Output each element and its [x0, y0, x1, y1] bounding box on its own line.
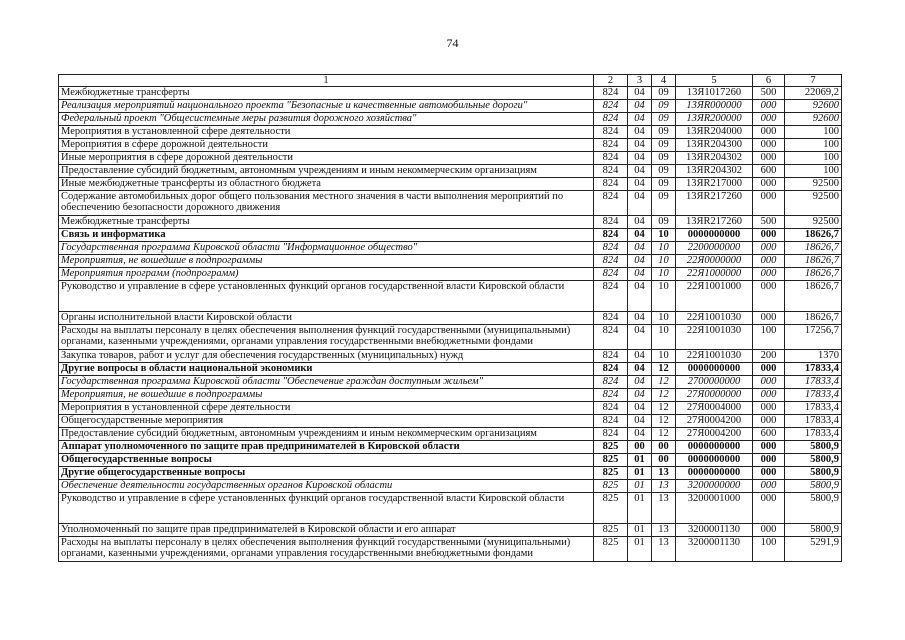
row-section-cell: 04 [628, 428, 652, 441]
table-row [59, 87, 842, 100]
row-expense-type-cell: 600 [753, 165, 785, 178]
row-section-cell: 04 [628, 255, 652, 268]
column-header-3: 3 [628, 75, 652, 87]
row-amount-cell: 18626,7 [785, 268, 842, 281]
row-section-cell: 01 [628, 524, 652, 537]
row-section-cell: 04 [628, 113, 652, 126]
row-grbs-cell: 824 [594, 402, 628, 415]
row-grbs-cell: 824 [594, 376, 628, 389]
row-subsection-cell: 09 [652, 152, 676, 165]
row-amount-cell: 18626,7 [785, 242, 842, 255]
row-expense-type-cell: 000 [753, 441, 785, 454]
row-grbs-cell: 824 [594, 389, 628, 402]
table-row [59, 415, 842, 428]
row-amount-cell: 17833,4 [785, 402, 842, 415]
row-amount-cell: 18626,7 [785, 281, 842, 312]
row-section-cell: 01 [628, 467, 652, 480]
row-amount-cell: 17256,7 [785, 325, 842, 350]
table-row [59, 493, 842, 524]
row-subsection-cell: 13 [652, 524, 676, 537]
table-header-row [59, 75, 842, 87]
row-target-cell: 27Я0004000 [676, 402, 753, 415]
row-subsection-cell: 00 [652, 441, 676, 454]
row-grbs-cell: 824 [594, 126, 628, 139]
row-name-cell: Межбюджетные трансферты [59, 216, 594, 229]
row-name-cell: Расходы на выплаты персоналу в целях обеспечения выполнения функций государственными (муниципальными) органами, казенными учреждениями, органами управления государственными внебюджетными фондами [59, 325, 594, 350]
row-name-cell: Федеральный проект "Общесистемные меры развития дорожного хозяйства" [59, 113, 594, 126]
row-expense-type-cell: 000 [753, 312, 785, 325]
row-section-cell: 04 [628, 350, 652, 363]
row-target-cell: 2700000000 [676, 376, 753, 389]
row-name-cell: Мероприятия в установленной сфере деятельности [59, 402, 594, 415]
row-section-cell: 04 [628, 312, 652, 325]
row-name-cell: Межбюджетные трансферты [59, 87, 594, 100]
row-grbs-cell: 824 [594, 312, 628, 325]
row-grbs-cell: 824 [594, 255, 628, 268]
row-name-cell: Мероприятия в установленной сфере деятельности [59, 126, 594, 139]
row-amount-cell: 17833,4 [785, 376, 842, 389]
row-section-cell: 04 [628, 152, 652, 165]
row-amount-cell: 100 [785, 126, 842, 139]
row-name-cell: Органы исполнительной власти Кировской области [59, 312, 594, 325]
row-subsection-cell: 09 [652, 178, 676, 191]
row-amount-cell: 5800,9 [785, 493, 842, 524]
row-grbs-cell: 825 [594, 480, 628, 493]
row-subsection-cell: 12 [652, 415, 676, 428]
row-amount-cell: 18626,7 [785, 229, 842, 242]
table-row [59, 100, 842, 113]
row-subsection-cell: 09 [652, 100, 676, 113]
row-amount-cell: 18626,7 [785, 312, 842, 325]
row-amount-cell: 17833,4 [785, 363, 842, 376]
row-section-cell: 01 [628, 537, 652, 562]
table-row [59, 139, 842, 152]
row-grbs-cell: 825 [594, 467, 628, 480]
row-name-cell: Общегосударственные мероприятия [59, 415, 594, 428]
row-amount-cell: 100 [785, 139, 842, 152]
row-section-cell: 04 [628, 87, 652, 100]
row-section-cell: 04 [628, 363, 652, 376]
row-target-cell: 2200000000 [676, 242, 753, 255]
row-target-cell: 22Я0000000 [676, 255, 753, 268]
row-subsection-cell: 09 [652, 165, 676, 178]
row-section-cell: 04 [628, 165, 652, 178]
row-grbs-cell: 824 [594, 281, 628, 312]
row-target-cell: 27Я0000000 [676, 389, 753, 402]
row-expense-type-cell: 500 [753, 216, 785, 229]
row-name-cell: Иные межбюджетные трансферты из областного бюджета [59, 178, 594, 191]
row-expense-type-cell: 000 [753, 376, 785, 389]
column-header-5: 5 [676, 75, 753, 87]
row-amount-cell: 5800,9 [785, 524, 842, 537]
row-target-cell: 0000000000 [676, 441, 753, 454]
table-row [59, 152, 842, 165]
row-expense-type-cell: 000 [753, 126, 785, 139]
row-name-cell: Содержание автомобильных дорог общего пользования местного значения в части выполнения мероприятий по обеспечению безопасности дорожного движения [59, 191, 594, 216]
row-target-cell: 22Я1000000 [676, 268, 753, 281]
row-grbs-cell: 824 [594, 363, 628, 376]
row-section-cell: 04 [628, 268, 652, 281]
row-name-cell: Иные мероприятия в сфере дорожной деятельности [59, 152, 594, 165]
row-target-cell: 27Я0004200 [676, 428, 753, 441]
row-grbs-cell: 825 [594, 441, 628, 454]
row-target-cell: 13ЯR204000 [676, 126, 753, 139]
table-row [59, 178, 842, 191]
row-grbs-cell: 824 [594, 216, 628, 229]
row-name-cell: Мероприятия в сфере дорожной деятельности [59, 139, 594, 152]
table-row [59, 402, 842, 415]
row-expense-type-cell: 000 [753, 113, 785, 126]
row-name-cell: Предоставление субсидий бюджетным, автономным учреждениям и иным некоммерческим организациям [59, 165, 594, 178]
table-row [59, 229, 842, 242]
column-header-7: 7 [785, 75, 842, 87]
row-section-cell: 04 [628, 415, 652, 428]
row-expense-type-cell: 000 [753, 467, 785, 480]
row-grbs-cell: 824 [594, 268, 628, 281]
table-row [59, 441, 842, 454]
row-name-cell: Предоставление субсидий бюджетным, автономным учреждениям и иным некоммерческим организациям [59, 428, 594, 441]
row-expense-type-cell: 000 [753, 363, 785, 376]
table-row [59, 524, 842, 537]
row-target-cell: 13Я1017260 [676, 87, 753, 100]
table-row [59, 467, 842, 480]
row-amount-cell: 17833,4 [785, 428, 842, 441]
row-amount-cell: 5800,9 [785, 454, 842, 467]
row-target-cell: 13ЯR204302 [676, 152, 753, 165]
row-grbs-cell: 824 [594, 428, 628, 441]
row-amount-cell: 18626,7 [785, 255, 842, 268]
row-name-cell: Общегосударственные вопросы [59, 454, 594, 467]
row-name-cell: Обеспечение деятельности государственных органов Кировской области [59, 480, 594, 493]
row-expense-type-cell: 000 [753, 389, 785, 402]
row-subsection-cell: 09 [652, 139, 676, 152]
row-grbs-cell: 825 [594, 454, 628, 467]
row-amount-cell: 17833,4 [785, 389, 842, 402]
row-subsection-cell: 10 [652, 242, 676, 255]
row-expense-type-cell: 000 [753, 402, 785, 415]
row-grbs-cell: 824 [594, 325, 628, 350]
table-row [59, 454, 842, 467]
column-header-4: 4 [652, 75, 676, 87]
row-target-cell: 22Я1001030 [676, 312, 753, 325]
row-subsection-cell: 10 [652, 350, 676, 363]
row-amount-cell: 17833,4 [785, 415, 842, 428]
row-subsection-cell: 12 [652, 402, 676, 415]
row-section-cell: 00 [628, 441, 652, 454]
row-expense-type-cell: 000 [753, 255, 785, 268]
row-amount-cell: 92500 [785, 191, 842, 216]
row-grbs-cell: 824 [594, 229, 628, 242]
row-expense-type-cell: 000 [753, 242, 785, 255]
row-section-cell: 04 [628, 389, 652, 402]
budget-table [58, 74, 842, 562]
row-subsection-cell: 09 [652, 87, 676, 100]
row-subsection-cell: 00 [652, 454, 676, 467]
row-expense-type-cell: 000 [753, 152, 785, 165]
row-target-cell: 3200001000 [676, 493, 753, 524]
row-target-cell: 13ЯR204302 [676, 165, 753, 178]
row-amount-cell: 92600 [785, 100, 842, 113]
row-amount-cell: 5800,9 [785, 480, 842, 493]
table-row [59, 268, 842, 281]
row-name-cell: Реализация мероприятий национального проекта "Безопасные и качественные автомобильные дороги" [59, 100, 594, 113]
row-target-cell: 3200001130 [676, 524, 753, 537]
row-expense-type-cell: 200 [753, 350, 785, 363]
table-row [59, 281, 842, 312]
row-subsection-cell: 09 [652, 126, 676, 139]
table-row [59, 350, 842, 363]
row-section-cell: 04 [628, 216, 652, 229]
row-grbs-cell: 824 [594, 152, 628, 165]
row-subsection-cell: 13 [652, 467, 676, 480]
page-number: 74 [446, 36, 459, 50]
row-amount-cell: 92500 [785, 178, 842, 191]
row-grbs-cell: 825 [594, 493, 628, 524]
row-name-cell: Государственная программа Кировской области "Обеспечение граждан доступным жильем" [59, 376, 594, 389]
table-row [59, 255, 842, 268]
row-section-cell: 04 [628, 100, 652, 113]
row-grbs-cell: 824 [594, 178, 628, 191]
row-section-cell: 04 [628, 191, 652, 216]
row-section-cell: 04 [628, 281, 652, 312]
row-target-cell: 0000000000 [676, 454, 753, 467]
row-target-cell: 0000000000 [676, 467, 753, 480]
row-section-cell: 04 [628, 325, 652, 350]
row-grbs-cell: 825 [594, 537, 628, 562]
row-amount-cell: 100 [785, 165, 842, 178]
row-amount-cell: 92500 [785, 216, 842, 229]
row-subsection-cell: 13 [652, 480, 676, 493]
table-body [59, 87, 842, 562]
table-row [59, 126, 842, 139]
table-row [59, 312, 842, 325]
row-subsection-cell: 10 [652, 229, 676, 242]
table-row [59, 480, 842, 493]
table-row [59, 242, 842, 255]
row-name-cell: Другие общегосударственные вопросы [59, 467, 594, 480]
row-name-cell: Расходы на выплаты персоналу в целях обеспечения выполнения функций государственными (муниципальными) органами, казенными учреждениями, органами управления государственными внебюджетными фондами [59, 537, 594, 562]
row-grbs-cell: 824 [594, 87, 628, 100]
row-name-cell: Уполномоченный по защите прав предпринимателей в Кировской области и его аппарат [59, 524, 594, 537]
row-section-cell: 01 [628, 480, 652, 493]
row-section-cell: 04 [628, 242, 652, 255]
column-header-6: 6 [753, 75, 785, 87]
row-amount-cell: 100 [785, 152, 842, 165]
row-target-cell: 0000000000 [676, 229, 753, 242]
row-expense-type-cell: 000 [753, 191, 785, 216]
row-subsection-cell: 10 [652, 312, 676, 325]
row-subsection-cell: 10 [652, 255, 676, 268]
table-row [59, 325, 842, 350]
row-expense-type-cell: 100 [753, 325, 785, 350]
row-expense-type-cell: 600 [753, 428, 785, 441]
row-subsection-cell: 12 [652, 389, 676, 402]
row-name-cell: Связь и информатика [59, 229, 594, 242]
table-row [59, 428, 842, 441]
row-grbs-cell: 824 [594, 165, 628, 178]
row-section-cell: 04 [628, 126, 652, 139]
row-name-cell: Закупка товаров, работ и услуг для обеспечения государственных (муниципальных) нужд [59, 350, 594, 363]
row-expense-type-cell: 000 [753, 524, 785, 537]
row-section-cell: 04 [628, 229, 652, 242]
row-expense-type-cell: 000 [753, 139, 785, 152]
row-amount-cell: 5291,9 [785, 537, 842, 562]
table-row [59, 376, 842, 389]
row-grbs-cell: 825 [594, 524, 628, 537]
row-target-cell: 13ЯR217260 [676, 191, 753, 216]
row-name-cell: Аппарат уполномоченного по защите прав предпринимателей в Кировской области [59, 441, 594, 454]
row-target-cell: 22Я1001000 [676, 281, 753, 312]
table-row [59, 389, 842, 402]
row-subsection-cell: 09 [652, 191, 676, 216]
row-grbs-cell: 824 [594, 350, 628, 363]
table-row [59, 216, 842, 229]
row-target-cell: 0000000000 [676, 363, 753, 376]
row-section-cell: 04 [628, 178, 652, 191]
row-subsection-cell: 09 [652, 216, 676, 229]
row-target-cell: 3200001130 [676, 537, 753, 562]
row-expense-type-cell: 000 [753, 178, 785, 191]
row-expense-type-cell: 000 [753, 281, 785, 312]
row-target-cell: 27Я0004200 [676, 415, 753, 428]
row-target-cell: 13ЯR000000 [676, 100, 753, 113]
row-subsection-cell: 10 [652, 281, 676, 312]
row-section-cell: 01 [628, 454, 652, 467]
row-expense-type-cell: 000 [753, 100, 785, 113]
row-grbs-cell: 824 [594, 113, 628, 126]
row-amount-cell: 5800,9 [785, 467, 842, 480]
row-name-cell: Другие вопросы в области национальной экономики [59, 363, 594, 376]
row-target-cell: 22Я1001030 [676, 325, 753, 350]
row-name-cell: Руководство и управление в сфере установленных функций органов государственной власти Кировской области [59, 493, 594, 524]
row-expense-type-cell: 000 [753, 480, 785, 493]
table-row [59, 113, 842, 126]
row-section-cell: 04 [628, 402, 652, 415]
table-row [59, 537, 842, 562]
row-target-cell: 13ЯR217260 [676, 216, 753, 229]
row-target-cell: 13ЯR200000 [676, 113, 753, 126]
row-name-cell: Государственная программа Кировской области "Информационное общество" [59, 242, 594, 255]
row-expense-type-cell: 000 [753, 415, 785, 428]
row-target-cell: 13ЯR217000 [676, 178, 753, 191]
row-grbs-cell: 824 [594, 242, 628, 255]
column-header-1: 1 [59, 75, 594, 87]
row-target-cell: 22Я1001030 [676, 350, 753, 363]
row-subsection-cell: 13 [652, 537, 676, 562]
row-name-cell: Мероприятия, не вошедшие в подпрограммы [59, 255, 594, 268]
row-section-cell: 01 [628, 493, 652, 524]
row-target-cell: 13ЯR204300 [676, 139, 753, 152]
row-name-cell: Мероприятия программ (подпрограмм) [59, 268, 594, 281]
row-section-cell: 04 [628, 139, 652, 152]
row-expense-type-cell: 000 [753, 268, 785, 281]
row-name-cell: Мероприятия, не вошедшие в подпрограммы [59, 389, 594, 402]
row-subsection-cell: 12 [652, 376, 676, 389]
table-row [59, 363, 842, 376]
row-amount-cell: 92600 [785, 113, 842, 126]
row-subsection-cell: 10 [652, 325, 676, 350]
row-amount-cell: 5800,9 [785, 441, 842, 454]
row-name-cell: Руководство и управление в сфере установленных функций органов государственной власти Кировской области [59, 281, 594, 312]
row-target-cell: 3200000000 [676, 480, 753, 493]
row-expense-type-cell: 100 [753, 537, 785, 562]
column-header-2: 2 [594, 75, 628, 87]
row-expense-type-cell: 000 [753, 229, 785, 242]
row-amount-cell: 22069,2 [785, 87, 842, 100]
row-subsection-cell: 09 [652, 113, 676, 126]
row-grbs-cell: 824 [594, 139, 628, 152]
row-expense-type-cell: 000 [753, 454, 785, 467]
row-amount-cell: 1370 [785, 350, 842, 363]
row-grbs-cell: 824 [594, 100, 628, 113]
row-subsection-cell: 13 [652, 493, 676, 524]
row-subsection-cell: 10 [652, 268, 676, 281]
table-row [59, 191, 842, 216]
row-subsection-cell: 12 [652, 428, 676, 441]
row-grbs-cell: 824 [594, 415, 628, 428]
row-subsection-cell: 12 [652, 363, 676, 376]
table-row [59, 165, 842, 178]
row-grbs-cell: 824 [594, 191, 628, 216]
row-expense-type-cell: 000 [753, 493, 785, 524]
row-section-cell: 04 [628, 376, 652, 389]
row-expense-type-cell: 500 [753, 87, 785, 100]
